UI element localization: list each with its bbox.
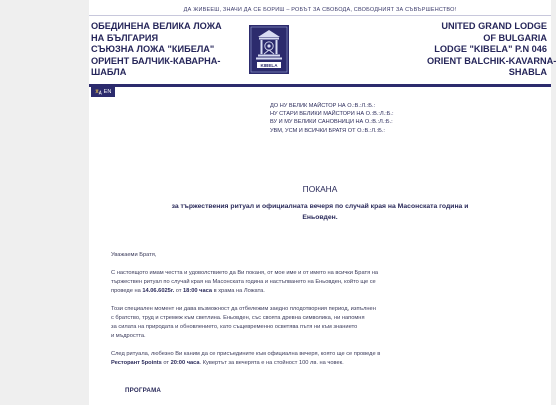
paragraph-line: тържествен ритуал по случай края на Масонската година и настъпването на Еньовден, който ще се xyxy=(111,278,376,285)
addressee-list xyxy=(270,102,540,135)
translate-icon xyxy=(95,89,102,95)
lodge-name-en-line: OF BULGARIA xyxy=(483,32,547,43)
lodge-name-bg-line: НА БЪЛГАРИЯ xyxy=(91,32,159,43)
language-toggle-button[interactable] xyxy=(91,87,115,97)
lodge-name-en-line: SHABLA xyxy=(508,67,547,78)
lodge-name-bulgarian xyxy=(91,21,231,79)
dinner-venue: Ресторант 5points xyxy=(111,360,162,367)
addressee-line: ВУ И МУ ВЕЛИКИ САНОВНИЦИ НА О.:В.:Л.:Б.: xyxy=(270,119,393,126)
addressee-line: НУ СТАРИ ВЕЛИКИ МАЙСТОРИ НА О.:В.:Л.:Б.: xyxy=(270,111,394,118)
lodge-name-en-line: UNITED GRAND LODGE xyxy=(441,21,547,31)
ritual-time: 18:00 часа xyxy=(183,288,213,295)
program-heading: ПРОГРАМА xyxy=(125,387,162,394)
emblem-caption: KIBELA xyxy=(260,62,278,68)
paragraph-line: с братство, труд и стремеж към светлина. Еньовден, със своята древна символика, ни напомня xyxy=(111,315,365,322)
header-divider-bar xyxy=(89,84,551,87)
paragraph-dinner xyxy=(111,350,531,368)
paragraph-line: и мъдростта. xyxy=(111,333,146,340)
paragraph-line: С настоящото имам честта и удоволствието да Ви поканя, от мое име и от името на всички Братя на xyxy=(111,269,379,276)
paragraph-line: за силата на природата и обновлението, като същевременно осветява пътя ни към знанието xyxy=(111,324,358,331)
language-toggle-label: EN xyxy=(103,89,112,95)
addressee-line: УВМ, УСМ И ВСИЧКИ БРАТЯ ОТ О.:В.:Л.:Б.: xyxy=(270,127,385,134)
lodge-name-en-line: LODGE "KIBELA" P.N 046 xyxy=(434,44,547,55)
invitation-title: ПОКАНА xyxy=(302,184,338,194)
lodge-name-bg-line: ОРИЕНТ БАЛЧИК-КАВАРНА- xyxy=(91,55,221,66)
lodge-name-bg-line: ШАБЛА xyxy=(91,67,127,78)
ritual-date: 14.06.6025г. xyxy=(142,288,175,295)
lodge-name-en-line: ORIENT BALCHIK-KAVARNA- xyxy=(427,55,556,66)
invitation-page xyxy=(89,0,556,405)
dinner-time: 20:00 часа xyxy=(170,360,200,367)
subtitle-line: Еньовден. xyxy=(302,213,338,221)
addressee-line: ДО НУ ВЕЛИК МАЙСТОР НА О.:В.:Л.:Б.: xyxy=(270,103,376,109)
text-segment: от xyxy=(161,360,171,367)
text-segment: проведе на xyxy=(111,288,143,295)
text-segment: в храма на Ложата. xyxy=(212,288,265,295)
subtitle-line: за тържествения ритуал и официалната вечеря по случай края на Масонската година и xyxy=(171,203,469,210)
motto-banner: ДА ЖИВЕЕШ, ЗНАЧИ ДА СЕ БОРИШ – РОБЪТ ЗА СВОБОДА, СВОБОДНИЯТ ЗА СЪВЪРШЕНСТВО! xyxy=(183,7,457,13)
paragraph-line: Този специален момент ни дава възможност да отбележим заедно плодотворния период, изпълнен xyxy=(111,305,376,312)
lodge-emblem-icon xyxy=(249,25,289,74)
lodge-name-english xyxy=(427,21,556,79)
text-segment: от xyxy=(174,288,184,295)
paragraph-line xyxy=(111,359,531,368)
greeting: Уважаеми Братя, xyxy=(111,252,157,258)
text-segment: . Кувертът за вечерята е на стойност 100 лв. на човек. xyxy=(199,360,344,367)
paragraph-line: След ритуала, любезно Ви каним да се присъедините към официална вечеря, която ще се проведе в xyxy=(111,351,381,358)
motto-divider xyxy=(89,15,551,16)
paragraph-meaning xyxy=(111,305,531,342)
lodge-name-bg-line: ОБЕДИНЕНА ВЕЛИКА ЛОЖА xyxy=(91,21,222,31)
lodge-name-bg-line: СЪЮЗНА ЛОЖА "КИБЕЛА" xyxy=(91,44,215,55)
paragraph-ritual xyxy=(111,269,531,297)
letter-body xyxy=(111,251,531,377)
paragraph-line xyxy=(111,287,531,296)
invitation-subtitle xyxy=(103,202,537,223)
